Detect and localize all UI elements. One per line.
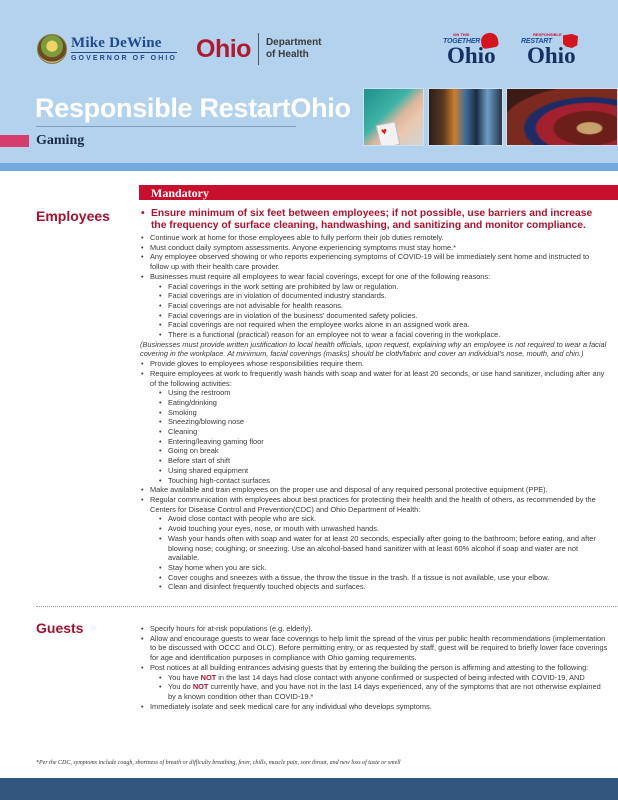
- list-item: • Wash your hands often with soap and water for at least 20 seconds, especially after going to the bathroom; before eating, and after blowing nose; coughing; or sneezing. Use an alcohol-based hand sanitizer with at least 60% alcohol if soap and water are not available.: [140, 534, 610, 563]
- attestation-item: • You do NOT currently have, and you have not in the last 14 days experienced, any of the symptoms that are not otherwise explained by a known condition other than COVID-19.*: [140, 682, 610, 701]
- employees-label: Employees: [36, 208, 110, 224]
- page-subtitle: Gaming: [36, 133, 85, 148]
- mandatory-band: [139, 185, 618, 200]
- list-item: • Must conduct daily symptom assessments. Anyone experiencing symptoms must stay home.*: [140, 243, 610, 253]
- list-item: • Facial coverings are not required when the employee works alone in an assigned work area.: [140, 320, 610, 330]
- list-item: • There is a functional (practical) reason for an employee not to wear a facial covering in the workplace.: [140, 330, 610, 340]
- header: [0, 0, 618, 163]
- footnote: *Per the CDC, symptoms include cough, shortness of breath or difficulty breathing, fever, chills, muscle pain, sore throat, and new loss of taste or smell: [36, 760, 401, 766]
- attestation-item: • You have NOT in the last 14 days had close contact with anyone confirmed or suspected of being infected with COVID-19, AND: [140, 673, 610, 683]
- ohio-seal-icon: [37, 34, 67, 64]
- list-item: • Provide gloves to employees whose responsibilities require them.: [140, 359, 610, 369]
- list-item: • Avoid close contact with people who are sick.: [140, 514, 610, 524]
- list-item: • Any employee observed showing or who reports experiencing symptoms of COVID-19 will be immediately sent home and instructed to follow up with their health care provider.: [140, 252, 610, 271]
- employees-lead-item: • Ensure minimum of six feet between employees; if not possible, use barriers and increase the frequency of surface cleaning, handwashing, and sanitizing and monitor compliance.: [140, 208, 610, 232]
- page-title: Responsible RestartOhio: [35, 93, 351, 123]
- list-item: • Immediately isolate and seek medical care for any individual who develops symptoms.: [140, 702, 610, 712]
- list-item: • Allow and encourage guests to wear face coverings to help limit the spread of the virus per public health recommendations (implementation to be discussed with OCCC and OLC). Before permitting entry, or as requested by staff, guest will be required to briefly lower face coverings for age and identification purposes in compliance with Ohio gaming requirements.: [140, 634, 610, 663]
- list-item: • Facial coverings are in violation of the business' documented safety policies.: [140, 311, 610, 321]
- list-item: • Touching high-contact surfaces: [140, 476, 610, 486]
- not-emphasis: NOT: [200, 672, 217, 682]
- department-name: Department of Health: [265, 37, 322, 60]
- footer-band: [0, 778, 618, 800]
- guests-label: Guests: [36, 620, 84, 636]
- playing-cards-photo: [363, 88, 424, 146]
- list-item: • Stay home when you are sick.: [140, 563, 610, 573]
- responsible-restart-ohio-logo: RESPONSIBLE RESTART Ohio: [521, 32, 583, 67]
- list-item: • Facial coverings are in violation of documented industry standards.: [140, 291, 610, 301]
- list-item: • Before start of shift: [140, 456, 610, 466]
- governor-title: GOVERNOR OF OHIO: [71, 55, 177, 62]
- list-item: • Businesses must require all employees to wear facial coverings, except for one of the following reasons:: [140, 272, 610, 282]
- card-icon: [376, 121, 401, 146]
- employees-section: [140, 208, 610, 592]
- list-item: • Cover coughs and sneezes with a tissue, the throw the tissue in the trash. If a tissue is not available, use your elbow.: [140, 573, 610, 583]
- list-item: • Make available and train employees on the proper use and disposal of any required personal protective equipment (PPE).: [140, 485, 610, 495]
- list-item: • Entering/leaving gaming floor: [140, 437, 610, 447]
- list-item: • Using shared equipment: [140, 466, 610, 476]
- list-item: • Facial coverings are not advisable for health reasons.: [140, 301, 610, 311]
- header-band: [0, 163, 618, 171]
- ohio-wordmark: Ohio: [196, 34, 251, 63]
- list-item: • Specify hours for at-risk populations (e.g. elderly).: [140, 624, 610, 634]
- roulette-wheel-photo: [506, 88, 618, 146]
- mandatory-label: Mandatory: [151, 186, 209, 200]
- not-emphasis: NOT: [192, 682, 209, 692]
- in-this-together-ohio-logo: #IN THIS TOGETHER Ohio: [443, 32, 505, 67]
- list-item: • Using the restroom: [140, 388, 610, 398]
- logo-divider: [258, 33, 259, 65]
- list-item: • Cleaning: [140, 427, 610, 437]
- list-item: • Eating/drinking: [140, 398, 610, 408]
- list-item: • Going on break: [140, 446, 610, 456]
- list-item: • Continue work at home for those employees able to fully perform their job duties remotely.: [140, 233, 610, 243]
- governor-logo: [71, 35, 177, 62]
- governor-name: Mike DeWine: [71, 35, 177, 53]
- list-item: • Smoking: [140, 408, 610, 418]
- list-item: • Regular communication with employees about best practices for protecting their health and the health of others, as recommended by the Centers for Disease Control and Prevention(CDC) and Ohio Department of Health:: [140, 495, 610, 514]
- slot-machines-photo: [428, 88, 503, 146]
- list-item: • Sneezing/blowing nose: [140, 417, 610, 427]
- list-item: • Avoid touching your eyes, nose, or mouth with unwashed hands.: [140, 524, 610, 534]
- list-item: • Post notices at all building entrances advising guests that by entering the building the person is affirming and attesting to the following:: [140, 663, 610, 673]
- facial-covering-note: (Businesses must provide written justification to local health officials, upon request, explaining why an employee is not required to wear a facial covering in the workplace. At minimum, facial coverings (masks) should be cloth/fabric and cover an individual's nose, mouth, and chin.): [140, 339, 607, 359]
- title-divider: [36, 126, 296, 127]
- subtitle-accent: [0, 135, 29, 147]
- list-item: • Clean and disinfect frequently touched objects and surfaces.: [140, 582, 610, 592]
- list-item: • Require employees at work to frequently wash hands with soap and water for at least 20 seconds, or use hand sanitizer, including after any of the following activities:: [140, 369, 610, 388]
- guests-section: [140, 624, 610, 711]
- department-of-health-logo: [196, 33, 322, 65]
- list-item: • Facial coverings in the work setting are prohibited by law or regulation.: [140, 282, 610, 292]
- section-divider: [36, 606, 618, 607]
